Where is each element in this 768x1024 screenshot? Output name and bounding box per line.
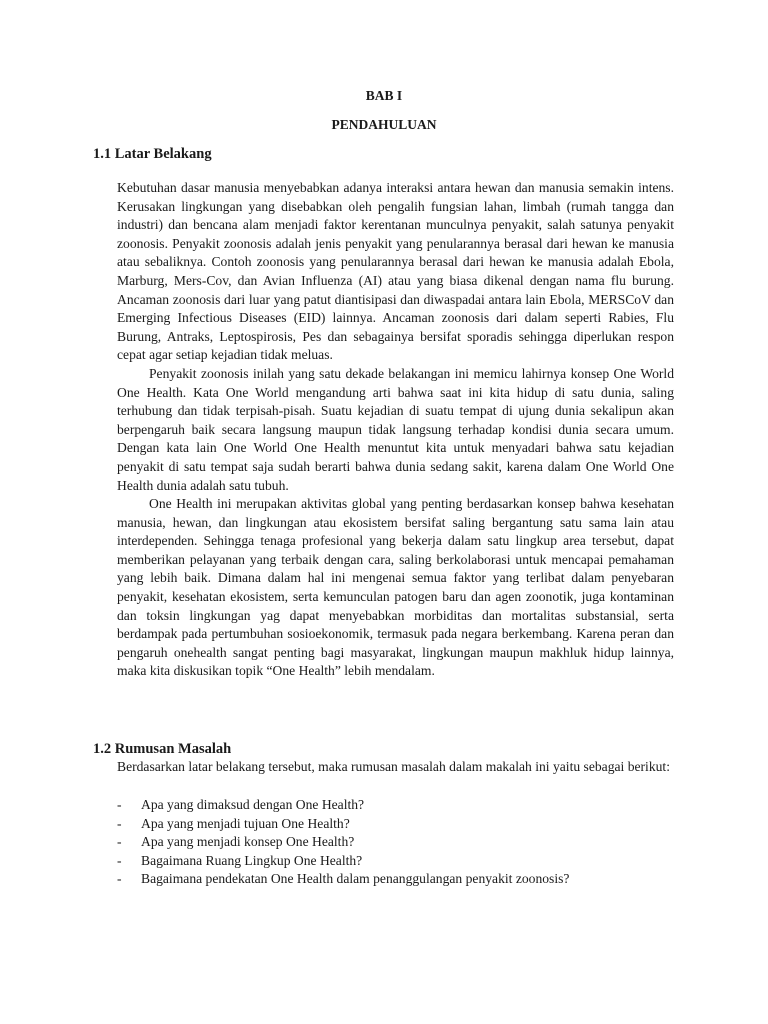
list-bullet: - (117, 815, 122, 831)
paragraph: One Health ini merupakan aktivitas global yang penting berdasarkan konsep bahwa kesehatan manusia, hewan, dan lingkungan atau ekosistem bersifat saling bergantung satu sama lain atau interdependen. Sehingga tenaga profesional yang bekerja dalam satu lingkup area tersebut, dapat memberikan pelayanan yang terbaik dengan cara, saling berkolaborasi untuk mencapai pemahaman yang lebih baik. Dimana dalam hal ini mengenai semua faktor yang terlibat dalam penyebaran penyakit, kesehatan ekosistem, serta kemunculan patogen baru dan agen zoonotik, juga kontaminan dan toksin lingkungan yag dapat menyebabkan morbiditas dan mortalitas substansial, serta berdampak pada pertumbuhan sosioekonomik, termasuk pada negara berkembang. Karena peran dan pengaruh onehealth sangat penting bagi masyarakat, lingkungan maupun makhluk hidup lainnya, maka kita diskusikan topik “One Health” lebih mendalam. (117, 496, 674, 679)
list-item-text: Apa yang menjadi tujuan One Health? (141, 815, 350, 831)
paragraph: Kebutuhan dasar manusia menyebabkan adanya interaksi antara hewan dan manusia semakin intens. Kerusakan lingkungan yang disebabkan oleh pengalih fungsian lahan, limbah (rumah tangga dan industri) dan bencana alam menjadi faktor kerentanan munculnya penyakit, salah satunya penyakit zoonosis. Penyakit zoonosis adalah jenis penyakit yang penularannya berasal dari hewan ke manusia atau sebaliknya. Contoh zoonosis yang penularannya berasal dari hewan ke manusia adalah Ebola, Marburg, Mers-Cov, dan Avian Influenza (AI) atau yang biasa dikenal dengan nama flu burung. Ancaman zoonosis dari luar yang patut diantisipasi dan diwaspadai antara lain Ebola, MERSCoV dan Emerging Infectious Diseases (EID) lainnya. Ancaman zoonosis dari dalam seperti Rabies, Flu Burung, Antraks, Leptospirosis, Pes dan sebagainya bersifat sporadis sehingga diperlukan respon cepat agar setiap kejadian tidak meluas. (117, 180, 674, 363)
paragraph: Penyakit zoonosis inilah yang satu dekade belakangan ini memicu lahirnya konsep One World One Health. Kata One World mengandung arti bahwa saat ini kita hidup di satu dunia, saling terhubung dan tidak terpisah-pisah. Suatu kejadian di suatu tempat di ujung dunia sekalipun akan berpengaruh baik secara langsung maupun tidak langsung terhadap kondisi dunia secara umum. Dengan kata lain One World One Health menuntut kita untuk menyadari bahwa satu kejadian penyakit di satu tempat saja sudah berarti bahwa dunia sedang sakit, karena dalam One World One Health dunia adalah satu tubuh. (117, 365, 674, 493)
list-item (117, 796, 674, 815)
problem-list (117, 796, 674, 889)
chapter-title: PENDAHULUAN (331, 117, 437, 132)
rumusan-masalah-intro: Berdasarkan latar belakang tersebut, maka rumusan masalah dalam makalah ini yaitu sebagai berikut: (117, 759, 670, 774)
section-heading-latar-belakang: 1.1 Latar Belakang (93, 146, 212, 162)
list-item-text: Apa yang menjadi konsep One Health? (141, 834, 355, 850)
list-bullet: - (117, 834, 122, 850)
chapter-number: BAB I (365, 88, 403, 103)
list-bullet: - (117, 852, 122, 868)
list-bullet: - (117, 797, 122, 812)
section-heading-rumusan-masalah: 1.2 Rumusan Masalah (93, 741, 232, 757)
latar-belakang-body (117, 179, 674, 681)
list-bullet: - (117, 871, 122, 887)
list-item-text: Bagaimana pendekatan One Health dalam penanggulangan penyakit zoonosis? (141, 871, 570, 887)
list-item-text: Apa yang dimaksud dengan One Health? (141, 797, 365, 812)
list-item (117, 852, 674, 871)
list-item (117, 815, 674, 834)
list-item (117, 870, 674, 889)
list-item (117, 833, 674, 852)
list-item-text: Bagaimana Ruang Lingkup One Health? (141, 852, 363, 868)
